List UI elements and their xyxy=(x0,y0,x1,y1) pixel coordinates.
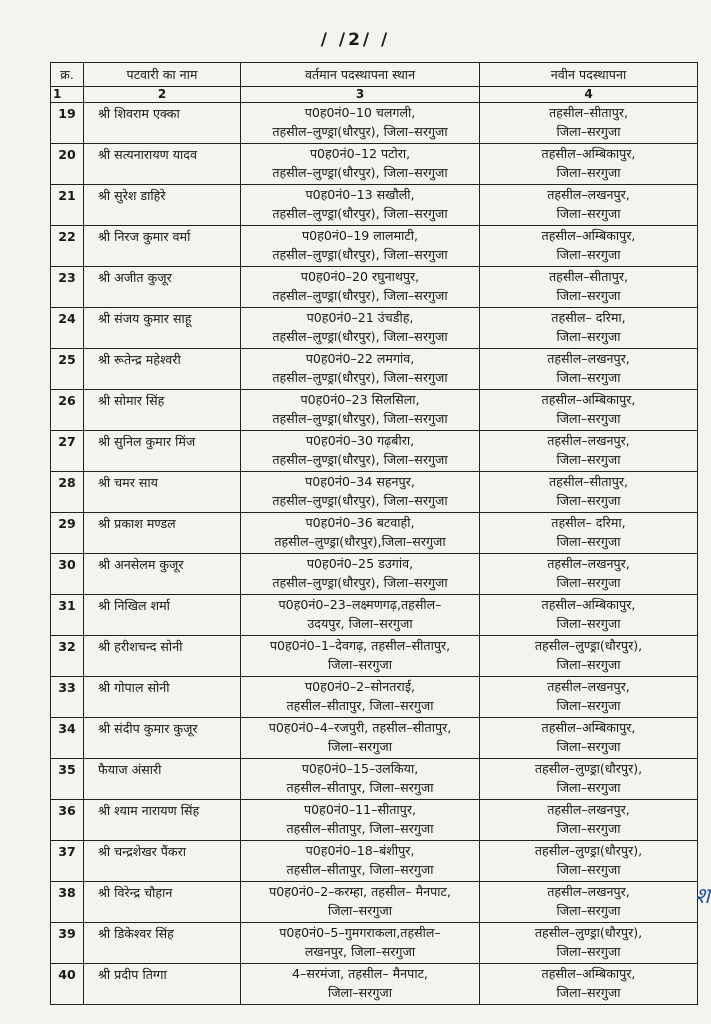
serial-number: 35 xyxy=(51,759,84,800)
table-row xyxy=(51,144,698,185)
current-posting-line2: तहसील–लुण्ड्रा(धौरपुर), जिला–सरगुजा xyxy=(272,452,448,467)
table-row xyxy=(51,349,698,390)
new-posting-line1: तहसील–लखनपुर, xyxy=(547,351,630,366)
current-posting-line2: तहसील–लुण्ड्रा(धौरपुर), जिला–सरगुजा xyxy=(272,575,448,590)
current-posting-line1: प0ह0नं0–2–करम्हा, तहसील– मैनपाट, xyxy=(269,884,451,899)
new-posting-cell xyxy=(480,185,698,226)
current-posting-cell xyxy=(241,513,480,554)
current-posting-line1: प0ह0नं0–1–देवगढ़, तहसील–सीतापुर, xyxy=(269,638,451,653)
table-row xyxy=(51,390,698,431)
new-posting-line1: तहसील– दरिमा, xyxy=(551,310,626,325)
header-new-posting: नवीन पदस्थापना xyxy=(480,63,698,87)
current-posting-line1: प0ह0नं0–30 गढ़बीरा, xyxy=(305,433,415,448)
new-posting-line1: तहसील–लुण्ड्रा(धौरपुर), xyxy=(534,761,643,776)
patwari-name: श्री अजीत कुजूर xyxy=(84,267,241,308)
new-posting-line1: तहसील–सीतापुर, xyxy=(549,269,628,284)
new-posting-line2: जिला–सरगुजा xyxy=(556,124,621,139)
current-posting-line2: तहसील–सीतापुर, जिला–सरगुजा xyxy=(286,821,434,836)
serial-number: 23 xyxy=(51,267,84,308)
patwari-name: श्री निखिल शर्मा xyxy=(84,595,241,636)
table-row xyxy=(51,308,698,349)
patwari-name: श्री संजय कुमार साहू xyxy=(84,308,241,349)
current-posting-line2: तहसील–लुण्ड्रा(धौरपुर), जिला–सरगुजा xyxy=(272,124,448,139)
table-row xyxy=(51,185,698,226)
new-posting-line2: जिला–सरगुजा xyxy=(556,534,621,549)
serial-number: 25 xyxy=(51,349,84,390)
serial-number: 31 xyxy=(51,595,84,636)
current-posting-cell xyxy=(241,882,480,923)
current-posting-line2: तहसील–लुण्ड्रा(धौरपुर), जिला–सरगुजा xyxy=(272,493,448,508)
patwari-name: श्री सुरेश डाहिरे xyxy=(84,185,241,226)
transfer-table xyxy=(50,62,698,1005)
current-posting-line2: जिला–सरगुजा xyxy=(327,985,393,1000)
current-posting-line2: तहसील–सीतापुर, जिला–सरगुजा xyxy=(286,862,434,877)
new-posting-line2: जिला–सरगुजा xyxy=(556,165,621,180)
serial-number: 39 xyxy=(51,923,84,964)
new-posting-line1: तहसील–सीतापुर, xyxy=(549,105,628,120)
new-posting-line1: तहसील–लखनपुर, xyxy=(547,802,630,817)
current-posting-line2: जिला–सरगुजा xyxy=(327,903,393,918)
serial-number: 33 xyxy=(51,677,84,718)
new-posting-line1: तहसील–लखनपुर, xyxy=(547,884,630,899)
new-posting-line1: तहसील– दरिमा, xyxy=(551,515,626,530)
patwari-name: श्री चमर साय xyxy=(84,472,241,513)
new-posting-cell xyxy=(480,964,698,1005)
patwari-name: श्री हरीशचन्द सोनी xyxy=(84,636,241,677)
current-posting-cell xyxy=(241,349,480,390)
current-posting-line2: तहसील–लुण्ड्रा(धौरपुर), जिला–सरगुजा xyxy=(272,411,448,426)
new-posting-cell xyxy=(480,226,698,267)
new-posting-line1: तहसील–अम्बिकापुर, xyxy=(541,597,636,612)
table-row xyxy=(51,882,698,923)
patwari-name: श्री डिकेश्वर सिंह xyxy=(84,923,241,964)
new-posting-cell xyxy=(480,349,698,390)
column-number: 1 xyxy=(51,87,84,103)
new-posting-line1: तहसील–लुण्ड्रा(धौरपुर), xyxy=(534,925,643,940)
new-posting-line2: जिला–सरगुजा xyxy=(556,452,621,467)
current-posting-cell xyxy=(241,923,480,964)
new-posting-cell xyxy=(480,472,698,513)
serial-number: 38 xyxy=(51,882,84,923)
current-posting-line2: तहसील–लुण्ड्रा(धौरपुर),जिला–सरगुजा xyxy=(274,534,446,549)
new-posting-cell xyxy=(480,841,698,882)
serial-number: 29 xyxy=(51,513,84,554)
current-posting-line2: तहसील–लुण्ड्रा(धौरपुर), जिला–सरगुजा xyxy=(272,247,448,262)
current-posting-line2: तहसील–लुण्ड्रा(धौरपुर), जिला–सरगुजा xyxy=(272,165,448,180)
margin-handwritten-mark: श xyxy=(695,884,710,909)
page-number: / /2/ / xyxy=(320,30,391,50)
new-posting-cell xyxy=(480,103,698,144)
serial-number: 24 xyxy=(51,308,84,349)
header-name: पटवारी का नाम xyxy=(84,63,241,87)
current-posting-cell xyxy=(241,841,480,882)
new-posting-line2: जिला–सरगुजा xyxy=(556,657,621,672)
current-posting-cell xyxy=(241,472,480,513)
current-posting-line2: जिला–सरगुजा xyxy=(327,657,393,672)
current-posting-line1: प0ह0नं0–34 सहनपुर, xyxy=(305,474,415,489)
new-posting-line1: तहसील–सीतापुर, xyxy=(549,474,628,489)
patwari-name: श्री प्रकाश मण्डल xyxy=(84,513,241,554)
patwari-name: श्री सुनिल कुमार मिंज xyxy=(84,431,241,472)
serial-number: 28 xyxy=(51,472,84,513)
current-posting-line2: तहसील–लुण्ड्रा(धौरपुर), जिला–सरगुजा xyxy=(272,206,448,221)
serial-number: 21 xyxy=(51,185,84,226)
new-posting-cell xyxy=(480,923,698,964)
new-posting-line2: जिला–सरगुजा xyxy=(556,411,621,426)
serial-number: 34 xyxy=(51,718,84,759)
patwari-name: श्री शिवराम एक्का xyxy=(84,103,241,144)
current-posting-line2: तहसील–लुण्ड्रा(धौरपुर), जिला–सरगुजा xyxy=(272,288,448,303)
current-posting-line1: प0ह0नं0–5–गुमगराकला,तहसील– xyxy=(279,925,441,940)
new-posting-line1: तहसील–अम्बिकापुर, xyxy=(541,720,636,735)
column-number: 4 xyxy=(480,87,698,103)
header-current-posting: वर्तमान पदस्थापना स्थान xyxy=(241,63,480,87)
current-posting-line1: 4–सरमंजा, तहसील– मैनपाट, xyxy=(292,966,428,981)
patwari-name: श्री सत्यनारायण यादव xyxy=(84,144,241,185)
current-posting-line1: प0ह0नं0–18–बंशीपुर, xyxy=(305,843,415,858)
serial-number: 40 xyxy=(51,964,84,1005)
table-row xyxy=(51,267,698,308)
current-posting-cell xyxy=(241,226,480,267)
current-posting-cell xyxy=(241,308,480,349)
column-number: 3 xyxy=(241,87,480,103)
table-row xyxy=(51,677,698,718)
current-posting-line1: प0ह0नं0–19 लालमाटी, xyxy=(302,228,418,243)
current-posting-line1: प0ह0नं0–11–सीतापुर, xyxy=(303,802,416,817)
current-posting-line1: प0ह0नं0–23 सिलसिला, xyxy=(300,392,420,407)
new-posting-line2: जिला–सरगुजा xyxy=(556,493,621,508)
current-posting-line1: प0ह0नं0–10 चलगली, xyxy=(304,105,416,120)
current-posting-line1: प0ह0नं0–4–रजपुरी, तहसील–सीतापुर, xyxy=(268,720,452,735)
new-posting-line2: जिला–सरगुजा xyxy=(556,862,621,877)
column-number-row xyxy=(51,87,698,103)
current-posting-cell xyxy=(241,759,480,800)
header-sno: क्र. xyxy=(51,63,84,87)
new-posting-line1: तहसील–लखनपुर, xyxy=(547,187,630,202)
new-posting-line1: तहसील–अम्बिकापुर, xyxy=(541,392,636,407)
current-posting-cell xyxy=(241,595,480,636)
table-row xyxy=(51,964,698,1005)
table-row xyxy=(51,759,698,800)
current-posting-line1: प0ह0नं0–36 बटवाही, xyxy=(305,515,415,530)
new-posting-cell xyxy=(480,677,698,718)
new-posting-line2: जिला–सरगुजा xyxy=(556,698,621,713)
new-posting-line2: जिला–सरगुजा xyxy=(556,329,621,344)
new-posting-line2: जिला–सरगुजा xyxy=(556,821,621,836)
patwari-name: फैयाज अंसारी xyxy=(84,759,241,800)
column-number: 2 xyxy=(84,87,241,103)
current-posting-cell xyxy=(241,554,480,595)
serial-number: 36 xyxy=(51,800,84,841)
new-posting-line2: जिला–सरगुजा xyxy=(556,985,621,1000)
new-posting-cell xyxy=(480,636,698,677)
current-posting-line2: तहसील–सीतापुर, जिला–सरगुजा xyxy=(286,698,434,713)
new-posting-cell xyxy=(480,431,698,472)
current-posting-line1: प0ह0नं0–21 उंचडीह, xyxy=(306,310,414,325)
patwari-name: श्री श्याम नारायण सिंह xyxy=(84,800,241,841)
current-posting-line1: प0ह0नं0–12 पटोरा, xyxy=(309,146,411,161)
new-posting-cell xyxy=(480,554,698,595)
current-posting-line2: लखनपुर, जिला–सरगुजा xyxy=(304,944,416,959)
current-posting-line1: प0ह0नं0–23–लक्ष्मणगढ़,तहसील– xyxy=(278,597,442,612)
table-row xyxy=(51,636,698,677)
current-posting-line1: प0ह0नं0–2–सोनतराई, xyxy=(304,679,416,694)
new-posting-line2: जिला–सरगुजा xyxy=(556,288,621,303)
new-posting-cell xyxy=(480,595,698,636)
new-posting-line1: तहसील–अम्बिकापुर, xyxy=(541,146,636,161)
patwari-name: श्री निरज कुमार वर्मा xyxy=(84,226,241,267)
current-posting-cell xyxy=(241,677,480,718)
new-posting-line1: तहसील–लखनपुर, xyxy=(547,433,630,448)
new-posting-line2: जिला–सरगुजा xyxy=(556,575,621,590)
current-posting-cell xyxy=(241,636,480,677)
new-posting-line2: जिला–सरगुजा xyxy=(556,370,621,385)
current-posting-cell xyxy=(241,390,480,431)
new-posting-line1: तहसील–अम्बिकापुर, xyxy=(541,966,636,981)
current-posting-line1: प0ह0नं0–20 रघुनाथपुर, xyxy=(300,269,420,284)
table-row xyxy=(51,718,698,759)
serial-number: 20 xyxy=(51,144,84,185)
new-posting-line1: तहसील–लुण्ड्रा(धौरपुर), xyxy=(534,638,643,653)
current-posting-cell xyxy=(241,103,480,144)
new-posting-cell xyxy=(480,882,698,923)
serial-number: 19 xyxy=(51,103,84,144)
new-posting-cell xyxy=(480,513,698,554)
current-posting-cell xyxy=(241,144,480,185)
current-posting-cell xyxy=(241,964,480,1005)
new-posting-cell xyxy=(480,267,698,308)
patwari-name: श्री रूतेन्द्र महेश्वरी xyxy=(84,349,241,390)
current-posting-cell xyxy=(241,431,480,472)
new-posting-line2: जिला–सरगुजा xyxy=(556,903,621,918)
patwari-name: श्री गोपाल सोनी xyxy=(84,677,241,718)
patwari-name: श्री संदीप कुमार कुजूर xyxy=(84,718,241,759)
new-posting-line2: जिला–सरगुजा xyxy=(556,739,621,754)
current-posting-line1: प0ह0नं0–22 लमगांव, xyxy=(305,351,415,366)
serial-number: 27 xyxy=(51,431,84,472)
table-row xyxy=(51,595,698,636)
current-posting-cell xyxy=(241,267,480,308)
current-posting-cell xyxy=(241,800,480,841)
patwari-name: श्री चन्द्रशेखर पैंकरा xyxy=(84,841,241,882)
patwari-name: श्री विरेन्द्र चौहान xyxy=(84,882,241,923)
current-posting-line1: प0ह0नं0–25 डउगांव, xyxy=(306,556,414,571)
table-row xyxy=(51,431,698,472)
current-posting-line1: प0ह0नं0–15–उलकिया, xyxy=(301,761,419,776)
table-row xyxy=(51,800,698,841)
new-posting-line2: जिला–सरगुजा xyxy=(556,944,621,959)
table-row xyxy=(51,472,698,513)
current-posting-line1: प0ह0नं0–13 सखौली, xyxy=(305,187,415,202)
current-posting-line2: उदयपुर, जिला–सरगुजा xyxy=(307,616,413,631)
new-posting-line2: जिला–सरगुजा xyxy=(556,247,621,262)
new-posting-cell xyxy=(480,718,698,759)
table-row xyxy=(51,513,698,554)
serial-number: 26 xyxy=(51,390,84,431)
patwari-name: श्री प्रदीप तिग्गा xyxy=(84,964,241,1005)
patwari-name: श्री सोमार सिंह xyxy=(84,390,241,431)
new-posting-cell xyxy=(480,390,698,431)
new-posting-line1: तहसील–अम्बिकापुर, xyxy=(541,228,636,243)
new-posting-cell xyxy=(480,800,698,841)
serial-number: 30 xyxy=(51,554,84,595)
new-posting-line1: तहसील–लखनपुर, xyxy=(547,556,630,571)
new-posting-line1: तहसील–लुण्ड्रा(धौरपुर), xyxy=(534,843,643,858)
current-posting-line2: तहसील–सीतापुर, जिला–सरगुजा xyxy=(286,780,434,795)
new-posting-cell xyxy=(480,308,698,349)
table-body xyxy=(51,103,698,1005)
new-posting-line2: जिला–सरगुजा xyxy=(556,616,621,631)
header-row xyxy=(51,63,698,87)
new-posting-cell xyxy=(480,759,698,800)
current-posting-line2: तहसील–लुण्ड्रा(धौरपुर), जिला–सरगुजा xyxy=(272,370,448,385)
serial-number: 32 xyxy=(51,636,84,677)
new-posting-cell xyxy=(480,144,698,185)
table-row xyxy=(51,923,698,964)
patwari-name: श्री अनसेलम कुजूर xyxy=(84,554,241,595)
new-posting-line2: जिला–सरगुजा xyxy=(556,780,621,795)
table-row xyxy=(51,226,698,267)
current-posting-line2: तहसील–लुण्ड्रा(धौरपुर), जिला–सरगुजा xyxy=(272,329,448,344)
new-posting-line1: तहसील–लखनपुर, xyxy=(547,679,630,694)
current-posting-cell xyxy=(241,185,480,226)
table-row xyxy=(51,554,698,595)
new-posting-line2: जिला–सरगुजा xyxy=(556,206,621,221)
current-posting-cell xyxy=(241,718,480,759)
serial-number: 37 xyxy=(51,841,84,882)
serial-number: 22 xyxy=(51,226,84,267)
table-row xyxy=(51,841,698,882)
table-row xyxy=(51,103,698,144)
current-posting-line2: जिला–सरगुजा xyxy=(327,739,393,754)
